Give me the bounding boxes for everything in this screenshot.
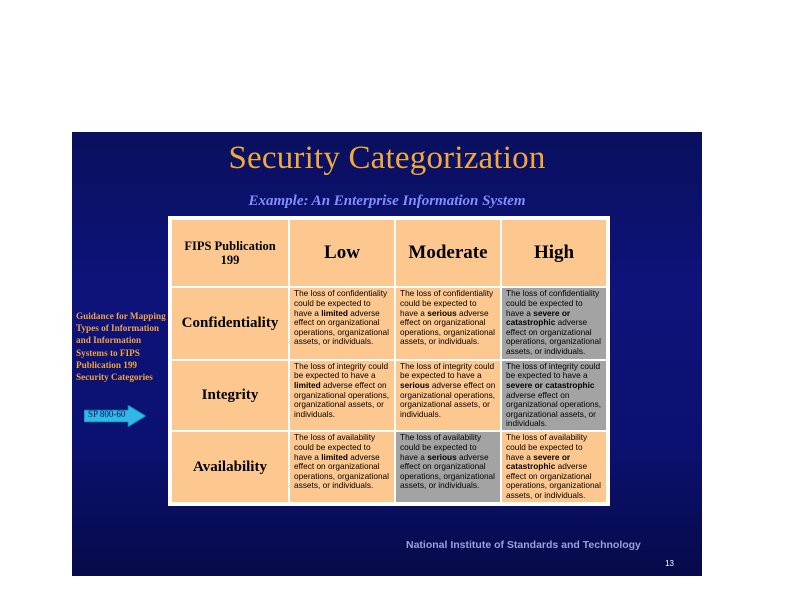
cell-text-pre: The loss of integrity could be expected to have a [506, 360, 601, 381]
cell-integrity-low [290, 361, 394, 431]
cell-confidentiality-high [502, 288, 606, 358]
row-label-confidentiality: Confidentiality [172, 288, 288, 358]
cell-confidentiality-moderate [396, 288, 500, 358]
slide-subtitle: Example: An Enterprise Information System [248, 193, 526, 209]
column-header-low: Low [290, 220, 394, 286]
cell-impact-term: severe or catastrophic [506, 307, 571, 328]
fips-header-line1: FIPS Publication [184, 239, 276, 254]
cell-text-post: adverse effect on organizational operations, organizational assets, or individuals. [400, 380, 496, 419]
cell-text-post: adverse effect on organizational operations, organizational assets, or individuals. [294, 307, 390, 347]
cell-text-pre: The loss of confidentiality could be expected to have a [506, 288, 600, 318]
footer-organization: National Institute of Standards and Technology [406, 539, 641, 551]
cell-text-post: adverse effect on organizational operations, organizational assets, or individuals. [294, 380, 390, 419]
cell-text-pre: The loss of availability could be expected to have a [294, 432, 376, 462]
cell-impact-term: serious [427, 451, 457, 462]
cell-confidentiality-low [290, 288, 394, 358]
cell-impact-term: severe or catastrophic [506, 451, 571, 472]
cell-availability-high [502, 432, 606, 502]
page-number: 13 [665, 559, 674, 568]
cell-text-post: adverse effect on organizational operations, organizational assets, or individuals. [294, 451, 390, 491]
row-label-integrity: Integrity [172, 361, 288, 431]
cell-impact-term: limited [294, 380, 321, 390]
sp800-60-label: SP 800-60 [88, 409, 126, 419]
cell-text-post: adverse effect on organizational operations, organizational assets, or individuals. [506, 317, 602, 356]
cell-text-post: adverse effect on organizational operations, organizational assets, or individuals. [506, 389, 602, 429]
categorization-table [168, 216, 610, 506]
cell-text-post: adverse effect on organizational operations, organizational assets, or individuals. [506, 461, 602, 500]
cell-text-pre: The loss of availability could be expected to have a [506, 432, 588, 462]
table-row-availability [172, 432, 606, 502]
sp800-60-guidance-note: Guidance for Mapping Types of Information and Information Systems to FIPS Publication 199 Security Categories [76, 311, 166, 383]
cell-text-pre: The loss of availability could be expected to have a [400, 432, 482, 462]
cell-text-pre: The loss of integrity could be expected to have a [400, 360, 495, 381]
cell-integrity-high [502, 361, 606, 431]
cell-impact-term: serious [427, 307, 457, 318]
cell-impact-term: severe or catastrophic [506, 380, 595, 390]
presentation-slide [72, 132, 702, 576]
table-row-confidentiality [172, 288, 606, 358]
cell-text-pre: The loss of confidentiality could be expected to have a [400, 288, 494, 318]
fips-header-line2: 199 [220, 253, 240, 268]
column-header-high: High [502, 220, 606, 286]
slide-title: Security Categorization [228, 140, 546, 176]
cell-text-pre: The loss of integrity could be expected to have a [294, 360, 389, 381]
column-header-moderate: Moderate [396, 220, 500, 286]
cell-text-post: adverse effect on organizational operations, organizational assets, or individuals. [400, 451, 496, 491]
cell-text-pre: The loss of confidentiality could be expected to have a [294, 288, 388, 318]
cell-availability-moderate [396, 432, 500, 502]
table-row-integrity [172, 361, 606, 431]
cell-impact-term: limited [321, 307, 348, 318]
cell-impact-term: serious [400, 380, 430, 390]
cell-impact-term: limited [321, 451, 348, 462]
cell-text-post: adverse effect on organizational operations, organizational assets, or individuals. [400, 307, 496, 347]
row-label-availability: Availability [172, 432, 288, 502]
cell-integrity-moderate [396, 361, 500, 431]
cell-availability-low [290, 432, 394, 502]
table-corner-header [172, 220, 288, 286]
